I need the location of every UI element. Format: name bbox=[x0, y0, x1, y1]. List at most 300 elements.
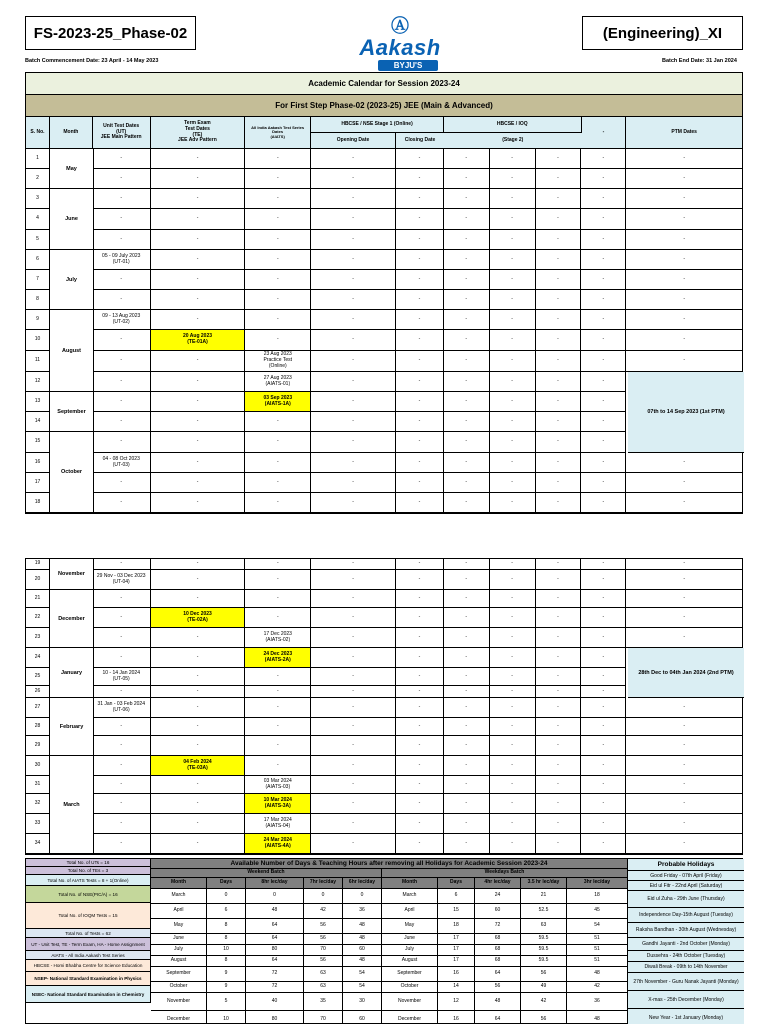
row-cell: - bbox=[396, 794, 444, 814]
calendar-row bbox=[26, 209, 742, 230]
row-number: 32 bbox=[26, 794, 50, 814]
row-number: 10 bbox=[26, 330, 50, 351]
row-cell: - bbox=[311, 590, 396, 608]
summary-row bbox=[151, 889, 628, 904]
row-cell: - bbox=[490, 493, 536, 513]
summary-cell: 48 bbox=[246, 904, 304, 919]
summary-col-header: 3.5 hr lec/day bbox=[521, 878, 567, 889]
row-cell: - bbox=[93, 270, 151, 290]
row-cell: - bbox=[396, 351, 444, 372]
row-cell: 27 Aug 2023 (AIATS-01) bbox=[245, 372, 311, 392]
row-cell: - bbox=[490, 559, 536, 570]
summary-cell: 64 bbox=[246, 934, 304, 945]
row-cell: - bbox=[311, 392, 396, 412]
row-cell: - bbox=[536, 718, 582, 736]
stream-title: (Engineering)_XI bbox=[602, 24, 723, 42]
summary-section bbox=[25, 858, 743, 1024]
row-number: 8 bbox=[26, 290, 50, 310]
row-cell: 03 Sep 2023 (AIATS-1A) bbox=[245, 392, 311, 412]
summary-cell: 51 bbox=[567, 956, 628, 967]
row-cell: - bbox=[444, 230, 490, 250]
row-cell: - bbox=[93, 608, 151, 628]
summary-cell: 64 bbox=[475, 967, 521, 982]
calendar-row bbox=[26, 834, 742, 854]
stream-box bbox=[582, 16, 743, 50]
row-cell: - bbox=[396, 648, 444, 668]
row-cell: - bbox=[536, 628, 582, 648]
summary-row bbox=[151, 956, 628, 967]
row-cell: - bbox=[490, 628, 536, 648]
row-cell: - bbox=[536, 351, 582, 372]
summary-cell: 18 bbox=[438, 919, 475, 934]
row-number: 18 bbox=[26, 493, 50, 513]
row-cell: - bbox=[245, 209, 311, 230]
row-cell: - bbox=[581, 250, 626, 270]
ptm-date: 07th to 14 Sep 2023 (1st PTM) bbox=[628, 372, 744, 453]
holiday-item: Eid ul Fitr - 22nd April (Saturday) bbox=[628, 881, 744, 891]
row-cell: - bbox=[626, 718, 742, 736]
hdr-te: Term Exam Test Dates (TE) JEE Adv Pattern bbox=[151, 117, 246, 149]
row-cell: 20 Aug 2023 (TE-01A) bbox=[151, 330, 246, 351]
row-cell: - bbox=[93, 372, 151, 392]
row-cell: - bbox=[311, 698, 396, 718]
row-cell: - bbox=[536, 169, 582, 189]
calendar-row bbox=[26, 559, 742, 570]
row-cell: - bbox=[626, 169, 742, 189]
summary-row bbox=[151, 967, 628, 982]
summary-note: AIATS - All India Aakash Test Series bbox=[26, 951, 151, 960]
logo-sub: BYJU'S bbox=[378, 60, 438, 71]
summary-col-headers bbox=[151, 878, 628, 889]
row-cell: - bbox=[536, 648, 582, 668]
aakash-logo bbox=[348, 15, 452, 73]
summary-cell: 51 bbox=[567, 945, 628, 956]
summary-cell: September bbox=[151, 967, 207, 982]
row-cell: - bbox=[93, 736, 151, 756]
row-cell: - bbox=[581, 493, 626, 513]
row-cell: - bbox=[245, 189, 311, 209]
row-cell: - bbox=[151, 686, 246, 698]
row-cell: - bbox=[151, 392, 246, 412]
row-cell: - bbox=[536, 330, 582, 351]
summary-cell: 59.5 bbox=[521, 945, 567, 956]
row-number: 33 bbox=[26, 814, 50, 834]
summary-col-header: 4hr lec/day bbox=[475, 878, 521, 889]
calendar-row bbox=[26, 330, 742, 351]
calendar-row bbox=[26, 590, 742, 608]
row-cell: - bbox=[536, 250, 582, 270]
row-cell: - bbox=[536, 493, 582, 513]
row-cell: - bbox=[581, 189, 626, 209]
row-cell: - bbox=[581, 794, 626, 814]
row-cell: - bbox=[396, 412, 444, 432]
row-cell: - bbox=[444, 149, 490, 169]
row-cell: - bbox=[151, 189, 246, 209]
row-cell: - bbox=[490, 189, 536, 209]
row-cell: - bbox=[581, 570, 626, 590]
row-cell: - bbox=[581, 270, 626, 290]
summary-cell: 14 bbox=[438, 982, 475, 993]
row-cell: - bbox=[396, 668, 444, 686]
row-cell: - bbox=[536, 270, 582, 290]
summary-cell: 8 bbox=[207, 934, 246, 945]
calendar-row bbox=[26, 698, 742, 718]
row-cell: - bbox=[396, 432, 444, 453]
row-cell: - bbox=[245, 736, 311, 756]
row-cell: - bbox=[581, 351, 626, 372]
row-cell: - bbox=[444, 814, 490, 834]
row-cell: - bbox=[536, 453, 582, 473]
summary-cell: 54 bbox=[343, 967, 382, 982]
row-cell: - bbox=[311, 372, 396, 392]
calendar-row bbox=[26, 473, 742, 493]
row-cell: - bbox=[396, 718, 444, 736]
row-cell: - bbox=[93, 794, 151, 814]
row-cell: - bbox=[151, 628, 246, 648]
summary-cell: 68 bbox=[475, 956, 521, 967]
summary-cell: 59.5 bbox=[521, 934, 567, 945]
row-number: 7 bbox=[26, 270, 50, 290]
row-cell: - bbox=[396, 686, 444, 698]
row-cell: - bbox=[490, 834, 536, 854]
row-cell: - bbox=[444, 290, 490, 310]
holiday-item: Gandhi Jayanti - 2nd October (Monday) bbox=[628, 938, 744, 951]
row-cell: - bbox=[490, 648, 536, 668]
summary-cell: 0 bbox=[207, 889, 246, 904]
row-cell: - bbox=[444, 608, 490, 628]
weekdays-batch: Weekdays Batch bbox=[382, 869, 628, 878]
calendar-row bbox=[26, 310, 742, 330]
summary-cell: 45 bbox=[567, 904, 628, 919]
row-number: 26 bbox=[26, 686, 50, 698]
row-cell: - bbox=[245, 169, 311, 189]
row-cell: - bbox=[245, 473, 311, 493]
row-cell: - bbox=[151, 453, 246, 473]
summary-cell: 48 bbox=[343, 956, 382, 967]
row-cell: - bbox=[444, 169, 490, 189]
row-cell: - bbox=[311, 756, 396, 776]
row-cell: - bbox=[151, 351, 246, 372]
row-cell: - bbox=[151, 718, 246, 736]
row-cell: - bbox=[626, 473, 742, 493]
row-cell: - bbox=[311, 834, 396, 854]
row-cell: - bbox=[311, 149, 396, 169]
row-cell: - bbox=[396, 453, 444, 473]
summary-cell: 24 bbox=[475, 889, 521, 904]
summary-cell: 68 bbox=[475, 934, 521, 945]
summary-cell: 72 bbox=[246, 982, 304, 993]
row-cell: - bbox=[444, 686, 490, 698]
row-cell: - bbox=[490, 794, 536, 814]
summary-col-header: 3hr lec/day bbox=[567, 878, 628, 889]
row-number: 22 bbox=[26, 608, 50, 628]
row-cell: - bbox=[626, 608, 742, 628]
summary-note: Total No. of UTs = 16 bbox=[26, 859, 151, 867]
row-cell: - bbox=[396, 736, 444, 756]
summary-cell: 68 bbox=[475, 945, 521, 956]
row-cell: - bbox=[311, 189, 396, 209]
row-cell: - bbox=[444, 668, 490, 686]
summary-cell: July bbox=[151, 945, 207, 956]
row-cell: - bbox=[396, 834, 444, 854]
row-cell: - bbox=[490, 473, 536, 493]
row-number: 2 bbox=[26, 169, 50, 189]
row-cell: - bbox=[93, 392, 151, 412]
row-cell: - bbox=[151, 570, 246, 590]
row-cell: - bbox=[536, 814, 582, 834]
row-number: 19 bbox=[26, 559, 50, 570]
row-cell: 10 - 14 Jan 2024 (UT-05) bbox=[93, 668, 151, 686]
row-cell: - bbox=[151, 473, 246, 493]
row-cell: - bbox=[396, 372, 444, 392]
calendar-row bbox=[26, 169, 742, 189]
row-cell: - bbox=[396, 493, 444, 513]
hdr-nse: HBCSE / NSE Stage 1 (Online) bbox=[311, 117, 444, 133]
summary-cell: 6 bbox=[207, 904, 246, 919]
end-date: Batch End Date: 31 Jan 2024 bbox=[662, 58, 737, 64]
month-label: July bbox=[50, 250, 94, 310]
row-cell: 04 - 08 Oct 2023 (UT-03) bbox=[93, 453, 151, 473]
row-cell: - bbox=[311, 718, 396, 736]
row-cell: - bbox=[490, 668, 536, 686]
holiday-item: Independence Day-15th August (Tuesday) bbox=[628, 908, 744, 923]
row-cell: - bbox=[151, 250, 246, 270]
summary-cell: 15 bbox=[438, 904, 475, 919]
row-number: 13 bbox=[26, 392, 50, 412]
summary-cell: 70 bbox=[304, 945, 343, 956]
row-cell: - bbox=[536, 310, 582, 330]
row-cell: - bbox=[536, 473, 582, 493]
row-cell: - bbox=[581, 718, 626, 736]
row-cell: - bbox=[396, 169, 444, 189]
row-cell: - bbox=[626, 270, 742, 290]
row-cell: - bbox=[396, 559, 444, 570]
summary-note: NSEP- National Standard Examination in Physics bbox=[26, 972, 151, 986]
month-label: February bbox=[50, 698, 94, 756]
row-number: 17 bbox=[26, 473, 50, 493]
row-cell: - bbox=[396, 698, 444, 718]
row-number: 29 bbox=[26, 736, 50, 756]
summary-note: Total No. of AIATS Tests = 8 + 1(Online) bbox=[26, 875, 151, 886]
row-cell: - bbox=[311, 776, 396, 794]
row-number: 30 bbox=[26, 756, 50, 776]
row-cell: - bbox=[490, 718, 536, 736]
row-cell: - bbox=[536, 209, 582, 230]
summary-cell: 36 bbox=[567, 993, 628, 1011]
summary-cell: December bbox=[151, 1011, 207, 1024]
row-number: 28 bbox=[26, 718, 50, 736]
summary-cell: 42 bbox=[304, 904, 343, 919]
row-cell: - bbox=[93, 330, 151, 351]
row-cell: - bbox=[490, 250, 536, 270]
summary-cell: December bbox=[382, 1011, 438, 1024]
weekend-batch: Weekend Batch bbox=[151, 869, 382, 878]
row-cell: - bbox=[245, 149, 311, 169]
row-cell: - bbox=[536, 559, 582, 570]
row-cell: - bbox=[626, 189, 742, 209]
calendar-row bbox=[26, 230, 742, 250]
row-cell: - bbox=[536, 372, 582, 392]
row-cell: - bbox=[396, 270, 444, 290]
summary-cell: 54 bbox=[567, 919, 628, 934]
row-cell: - bbox=[444, 189, 490, 209]
row-cell: - bbox=[536, 570, 582, 590]
row-cell: - bbox=[444, 559, 490, 570]
summary-row bbox=[151, 982, 628, 993]
calendar-row bbox=[26, 776, 742, 794]
summary-row bbox=[151, 1011, 628, 1024]
row-cell: - bbox=[626, 570, 742, 590]
row-cell: - bbox=[93, 559, 151, 570]
row-cell: - bbox=[311, 230, 396, 250]
summary-cell: 9 bbox=[207, 967, 246, 982]
summary-note: Total No. of NSE(PIC/A) = 16 bbox=[26, 886, 151, 903]
row-cell: - bbox=[626, 698, 742, 718]
row-cell: - bbox=[93, 756, 151, 776]
row-cell: - bbox=[311, 559, 396, 570]
summary-cell: 5 bbox=[207, 993, 246, 1011]
row-cell: - bbox=[626, 310, 742, 330]
summary-note: NSEC- National Standard Examination in Chemistry bbox=[26, 986, 151, 1003]
calendar-row bbox=[26, 736, 742, 756]
row-cell: - bbox=[626, 290, 742, 310]
month-label: May bbox=[50, 149, 94, 189]
row-cell: - bbox=[626, 250, 742, 270]
row-number: 6 bbox=[26, 250, 50, 270]
row-cell: - bbox=[93, 290, 151, 310]
calendar-row bbox=[26, 453, 742, 473]
row-cell: - bbox=[490, 372, 536, 392]
row-cell: 17 Dec 2023 (AIATS-02) bbox=[245, 628, 311, 648]
row-cell: - bbox=[581, 628, 626, 648]
holiday-item: Eid ul Zuha - 29th June (Thursday) bbox=[628, 891, 744, 908]
row-cell: - bbox=[490, 776, 536, 794]
row-cell: - bbox=[311, 351, 396, 372]
commencement-date: Batch Commencement Date: 23 April - 14 May 2023 bbox=[25, 58, 159, 64]
summary-note: HBCSE - Homi Bhabha Centre for Science Education bbox=[26, 960, 151, 972]
summary-col-header: Days bbox=[438, 878, 475, 889]
row-cell: - bbox=[581, 310, 626, 330]
summary-cell: 48 bbox=[343, 919, 382, 934]
row-cell: - bbox=[245, 718, 311, 736]
calendar-row bbox=[26, 270, 742, 290]
holiday-item: X-mas - 25th December (Monday) bbox=[628, 991, 744, 1009]
hdr-dash: - bbox=[582, 117, 627, 149]
row-cell: - bbox=[245, 453, 311, 473]
row-cell: - bbox=[444, 270, 490, 290]
row-cell: - bbox=[536, 590, 582, 608]
row-cell: - bbox=[311, 270, 396, 290]
summary-col-header: Month bbox=[151, 878, 207, 889]
row-cell: - bbox=[151, 590, 246, 608]
summary-cell: 80 bbox=[246, 945, 304, 956]
row-cell: - bbox=[444, 718, 490, 736]
row-cell: 31 Jan - 03 Feb 2024 (UT-06) bbox=[93, 698, 151, 718]
row-cell: - bbox=[93, 628, 151, 648]
row-cell: - bbox=[396, 590, 444, 608]
row-cell: - bbox=[396, 756, 444, 776]
row-cell: - bbox=[93, 149, 151, 169]
row-cell: - bbox=[536, 756, 582, 776]
row-cell: - bbox=[93, 718, 151, 736]
row-number: 3 bbox=[26, 189, 50, 209]
calendar-row bbox=[26, 493, 742, 513]
row-cell: - bbox=[311, 814, 396, 834]
row-cell: - bbox=[311, 250, 396, 270]
summary-note: Total No. of TEs = 3 bbox=[26, 867, 151, 875]
row-cell: - bbox=[536, 392, 582, 412]
logo-name: Aakash bbox=[359, 35, 441, 60]
row-cell: - bbox=[626, 776, 742, 794]
summary-cell: May bbox=[151, 919, 207, 934]
summary-note: Total No. of Tests = 62 bbox=[26, 929, 151, 938]
row-cell: - bbox=[151, 290, 246, 310]
row-cell: - bbox=[581, 648, 626, 668]
row-cell: - bbox=[490, 608, 536, 628]
calendar-row bbox=[26, 149, 742, 169]
summary-cell: 17 bbox=[438, 934, 475, 945]
summary-cell: 48 bbox=[475, 993, 521, 1011]
summary-cell: 63 bbox=[521, 919, 567, 934]
row-cell: - bbox=[581, 372, 626, 392]
header-row bbox=[26, 117, 742, 149]
summary-cell: 17 bbox=[438, 945, 475, 956]
row-cell: - bbox=[93, 351, 151, 372]
row-cell: - bbox=[396, 189, 444, 209]
row-cell: - bbox=[626, 330, 742, 351]
row-cell: 10 Mar 2024 (AIATS-3A) bbox=[245, 794, 311, 814]
row-cell: - bbox=[245, 570, 311, 590]
summary-cell: May bbox=[382, 919, 438, 934]
row-cell: - bbox=[151, 149, 246, 169]
hdr-sno: S. No. bbox=[26, 117, 50, 149]
calendar-table-upper bbox=[25, 72, 743, 514]
batch-code-box bbox=[25, 16, 196, 50]
row-cell: - bbox=[151, 230, 246, 250]
summary-cell: 63 bbox=[304, 982, 343, 993]
summary-cell: 60 bbox=[475, 904, 521, 919]
row-cell: - bbox=[311, 310, 396, 330]
summary-cell: November bbox=[382, 993, 438, 1011]
row-cell: - bbox=[626, 559, 742, 570]
summary-cell: 48 bbox=[567, 1011, 628, 1024]
calendar-row bbox=[26, 794, 742, 814]
row-cell: - bbox=[245, 686, 311, 698]
row-cell: - bbox=[151, 668, 246, 686]
row-cell: - bbox=[151, 834, 246, 854]
row-cell: - bbox=[93, 648, 151, 668]
row-cell: - bbox=[581, 668, 626, 686]
row-cell: - bbox=[245, 250, 311, 270]
calendar-row bbox=[26, 189, 742, 209]
row-cell: - bbox=[444, 834, 490, 854]
row-cell: - bbox=[245, 412, 311, 432]
row-cell: - bbox=[311, 686, 396, 698]
row-cell: - bbox=[581, 392, 626, 412]
row-cell: - bbox=[444, 794, 490, 814]
row-cell: - bbox=[581, 149, 626, 169]
row-cell: - bbox=[581, 230, 626, 250]
summary-cell: 30 bbox=[343, 993, 382, 1011]
row-cell: - bbox=[536, 149, 582, 169]
row-cell: - bbox=[396, 250, 444, 270]
row-cell: - bbox=[581, 559, 626, 570]
row-cell: - bbox=[311, 432, 396, 453]
row-cell: - bbox=[444, 330, 490, 351]
row-cell: - bbox=[311, 453, 396, 473]
row-cell: - bbox=[396, 628, 444, 648]
row-cell: - bbox=[396, 149, 444, 169]
